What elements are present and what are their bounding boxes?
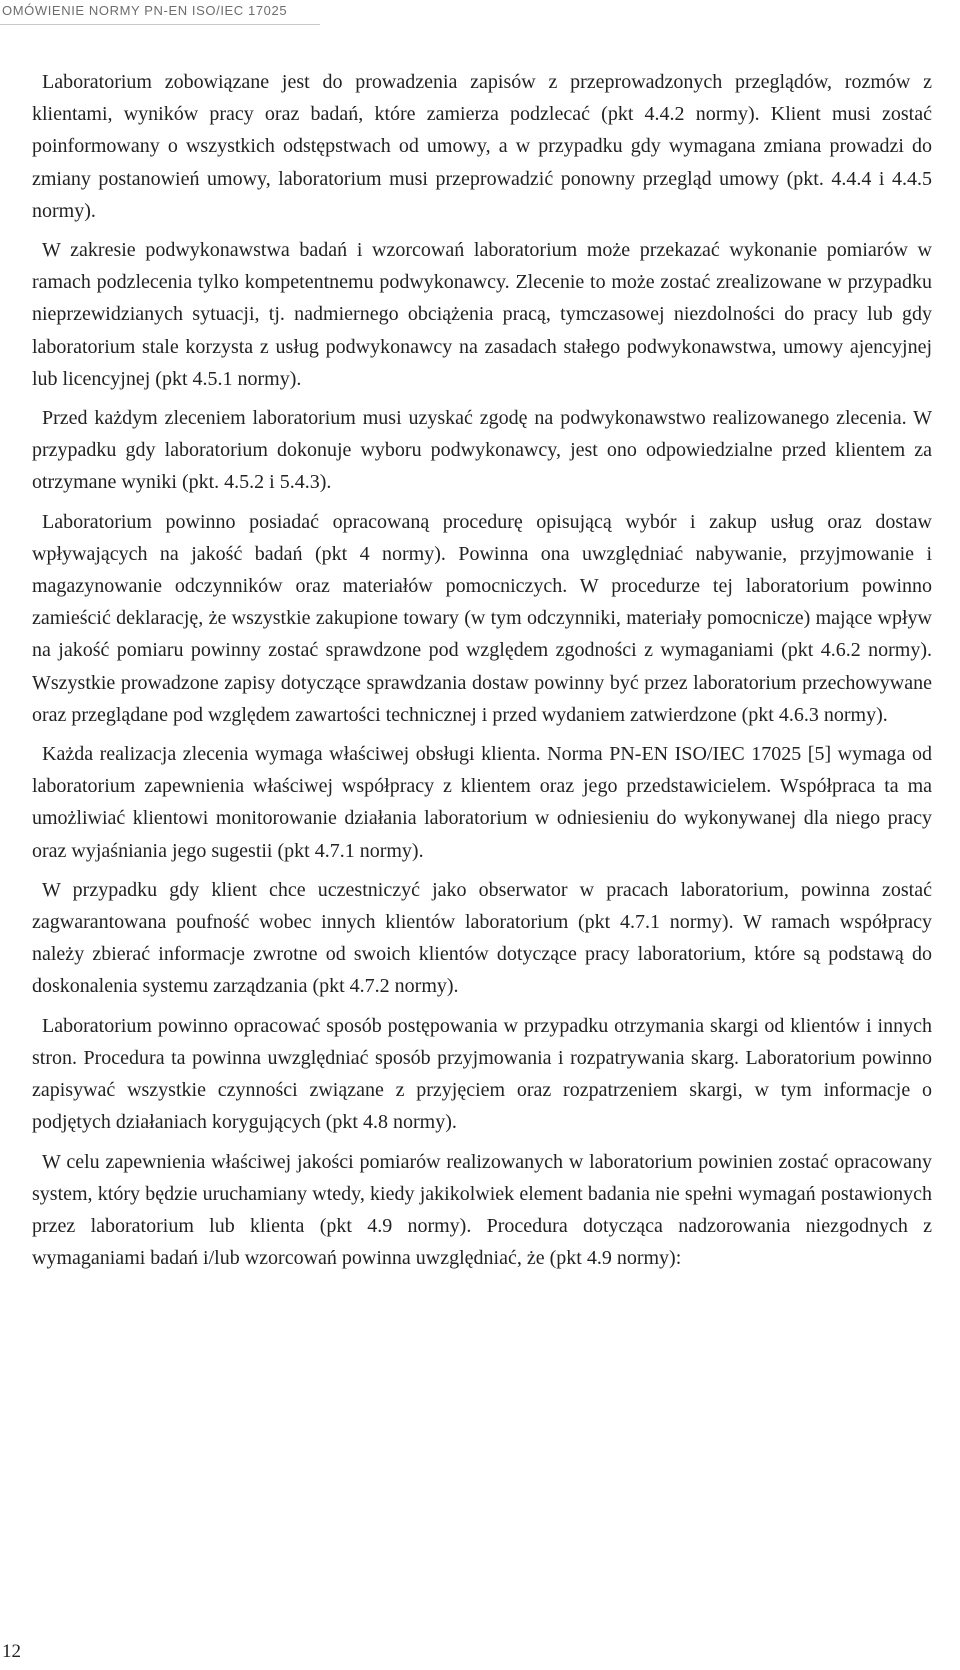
running-header-title: OMÓWIENIE NORMY PN-EN ISO/IEC 17025 bbox=[2, 3, 288, 18]
paragraph: W przypadku gdy klient chce uczestniczyć jako obserwator w pracach laboratorium, powinna zostać zagwarantowana poufność wobec innych klientów laboratorium (pkt 4.7.1 normy). W ramach współpracy należy zbierać informacje zwrotne od swoich klientów dotyczące pracy laboratorium, które są podstawą do doskonalenia systemu zarządzania (pkt 4.7.2 normy). bbox=[32, 878, 932, 998]
paragraph: W celu zapewnienia właściwej jakości pomiarów realizowanych w laboratorium powinien zostać opracowany system, który będzie uruchamiany wtedy, kiedy jakikolwiek element badania nie spełni wymagań postawionych przez laboratorium lub klienta (pkt 4.9 normy). Procedura dotycząca nadzorowania niezgodnych z wymaganiami badań i/lub wzorcowań powinna uwzględniać, że (pkt 4.9 normy): bbox=[32, 1150, 932, 1270]
page-number: 12 bbox=[2, 1641, 21, 1662]
body-text bbox=[32, 66, 932, 1281]
paragraph: Każda realizacja zlecenia wymaga właściwej obsługi klienta. Norma PN-EN ISO/IEC 17025 [5] wymaga od laboratorium zapewnienia właściwej współpracy z klientem oraz jego przedstawicielem. Współpraca ta ma umożliwiać klientowi monitorowanie działania laboratorium w odniesieniu do wykonywanej dla niego pracy oraz wyjaśniania jego sugestii (pkt 4.7.1 normy). bbox=[32, 743, 932, 862]
paragraph: Laboratorium powinno posiadać opracowaną procedurę opisującą wybór i zakup usług oraz dostaw wpływających na jakość badań (pkt 4 normy). Powinna ona uwzględniać nabywanie, przyjmowanie i magazynowanie odczynników oraz materiałów pomocniczych. W procedurze tej laboratorium powinno zamieścić deklarację, że wszystkie zakupione towary (w tym odczynniki, materiały pomocnicze) mające wpływ na jakość pomiaru powinny zostać sprawdzone pod względem zgodności z wymaganiami (pkt 4.6.2 normy). Wszystkie prowadzone zapisy dotyczące sprawdzania dostaw powinny być przez laboratorium przechowywane oraz przeglądane pod względem zawartości technicznej i przed wydaniem zatwierdzone (pkt 4.6.3 normy). bbox=[32, 510, 932, 726]
running-header bbox=[0, 0, 320, 25]
paragraph: Laboratorium zobowiązane jest do prowadzenia zapisów z przeprowadzonych przeglądów, rozmów z klientami, wyników pracy oraz badań, które zamierza podzlecać (pkt 4.4.2 normy). Klient musi zostać poinformowany o wszystkich odstępstwach od umowy, a w przypadku gdy wymagana zmiana prowadzi do zmiany postanowień umowy, laboratorium musi przeprowadzić ponowny przegląd umowy (pkt. 4.4.4 i 4.4.5 normy). bbox=[32, 71, 932, 222]
paragraph: W zakresie podwykonawstwa badań i wzorcowań laboratorium może przekazać wykonanie pomiarów w ramach podzlecenia tylko kompetentnemu podwykonawcy. Zlecenie to może zostać zrealizowane w przypadku nieprzewidzianych sytuacji, tj. nadmiernego obciążenia pracą, tymczasowej niezdolności do pracy lub gdy laboratorium stale korzysta z usług podwykonawcy na zasadach stałego podwykonawstwa, umowy ajencyjnej lub licencyjnej (pkt 4.5.1 normy). bbox=[32, 239, 932, 390]
paragraph: Przed każdym zleceniem laboratorium musi uzyskać zgodę na podwykonawstwo realizowanego zlecenia. W przypadku gdy laboratorium dokonuje wyboru podwykonawcy, jest ono odpowiedzialne przed klientem za otrzymane wyniki (pkt. 4.5.2 i 5.4.3). bbox=[32, 407, 932, 494]
paragraph: Laboratorium powinno opracować sposób postępowania w przypadku otrzymania skargi od klientów i innych stron. Procedura ta powinna uwzględniać sposób przyjmowania i rozpatrywania skarg. Laboratorium powinno zapisywać wszystkie czynności związane z przyjęciem oraz rozpatrzeniem skargi, w tym informacje o podjętych działaniach korygujących (pkt 4.8 normy). bbox=[32, 1014, 932, 1134]
